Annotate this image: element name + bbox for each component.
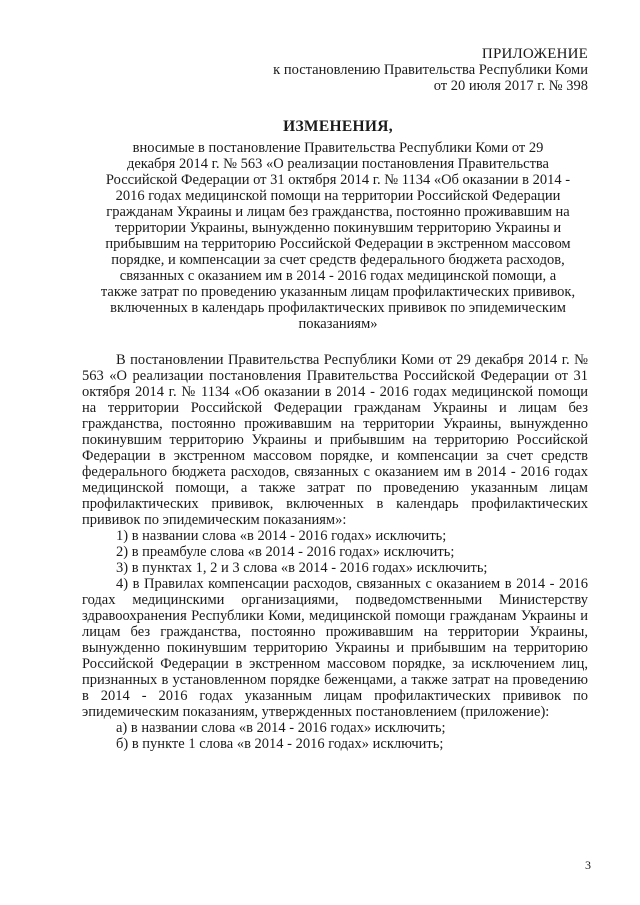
body-item-4b: б) в пункте 1 слова «в 2014 - 2016 годах» исключить;: [116, 736, 444, 752]
document-heading: ИЗМЕНЕНИЯ,: [283, 118, 393, 135]
body-item-4: 4) в Правилах компенсации расходов, связанных с оказанием в 2014 - 2016 годах медицинскими организациями, подведомственными Министерству здравоохранения Республики Коми, медицинской помощи гражданам Украины и лицам без гражданства, постоянно проживавшим на территории Украины, вынужденно покинувшим территорию Украины и прибывшим на территорию Российской Федерации в экстренном массовом порядке, за исключением лиц, признанных в установленном порядке беженцами, а также затрат на проведению в 2014 - 2016 годах указанным лицам профилактических прививок по эпидемическим показаниям, утвержденных постановлением (приложение):: [82, 576, 588, 720]
appendix-title: ПРИЛОЖЕНИЕ: [481, 46, 588, 62]
appendix-date-number: от 20 июля 2017 г. № 398: [433, 78, 588, 94]
body-item-4a: а) в названии слова «в 2014 - 2016 годах» исключить;: [116, 720, 446, 736]
appendix-block: [273, 46, 588, 94]
body-item-2: 2) в преамбуле слова «в 2014 - 2016 годах» исключить;: [116, 544, 455, 560]
body-item-3: 3) в пунктах 1, 2 и 3 слова «в 2014 - 2016 годах» исключить;: [116, 560, 488, 576]
page-number: 3: [585, 858, 591, 872]
document-body: [82, 352, 588, 752]
appendix-resolution-ref: к постановлению Правительства Республики Коми: [273, 62, 588, 78]
body-intro-paragraph: В постановлении Правительства Республики Коми от 29 декабря 2014 г. № 563 «О реализации постановления Правительства Российской Федерации от 31 октября 2014 г. № 1134 «Об оказании в 2014 - 2016 годах медицинской помощи на территории Российской Федерации гражданам Украины и лицам без гражданства, постоянно проживавшим на территории Украины, вынужденно покинувшим территорию Украины и прибывшим на территорию Российской Федерации в экстренном массовом порядке, и компенсации за счет средств федерального бюджета расходов, связанных с оказанием им в 2014 - 2016 годах медицинской помощи, а также затрат по проведению указанным лицам профилактических прививок, включенных в календарь профилактических прививок по эпидемическим показаниям»:: [82, 352, 588, 528]
document-subtitle: вносимые в постановление Правительства Республики Коми от 29 декабря 2014 г. № 563 «О реализации постановления Правительства Российской Федерации от 31 октября 2014 г. № 1134 «Об оказании в 2014 - 2016 годах медицинской помощи на территории Российской Федерации гражданам Украины и лицам без гражданства, постоянно проживавшим на территории Украины, вынужденно покинувшим территорию Украины и прибывшим на территорию Российской Федерации в экстренном массовом порядке, и компенсации за счет средств федерального бюджета расходов, связанных с оказанием им в 2014 - 2016 годах медицинской помощи, а также затрат по проведению указанным лицам профилактических прививок, включенных в календарь профилактических прививок по эпидемическим показаниям»: [100, 140, 576, 332]
body-item-1: 1) в названии слова «в 2014 - 2016 годах» исключить;: [116, 528, 447, 544]
